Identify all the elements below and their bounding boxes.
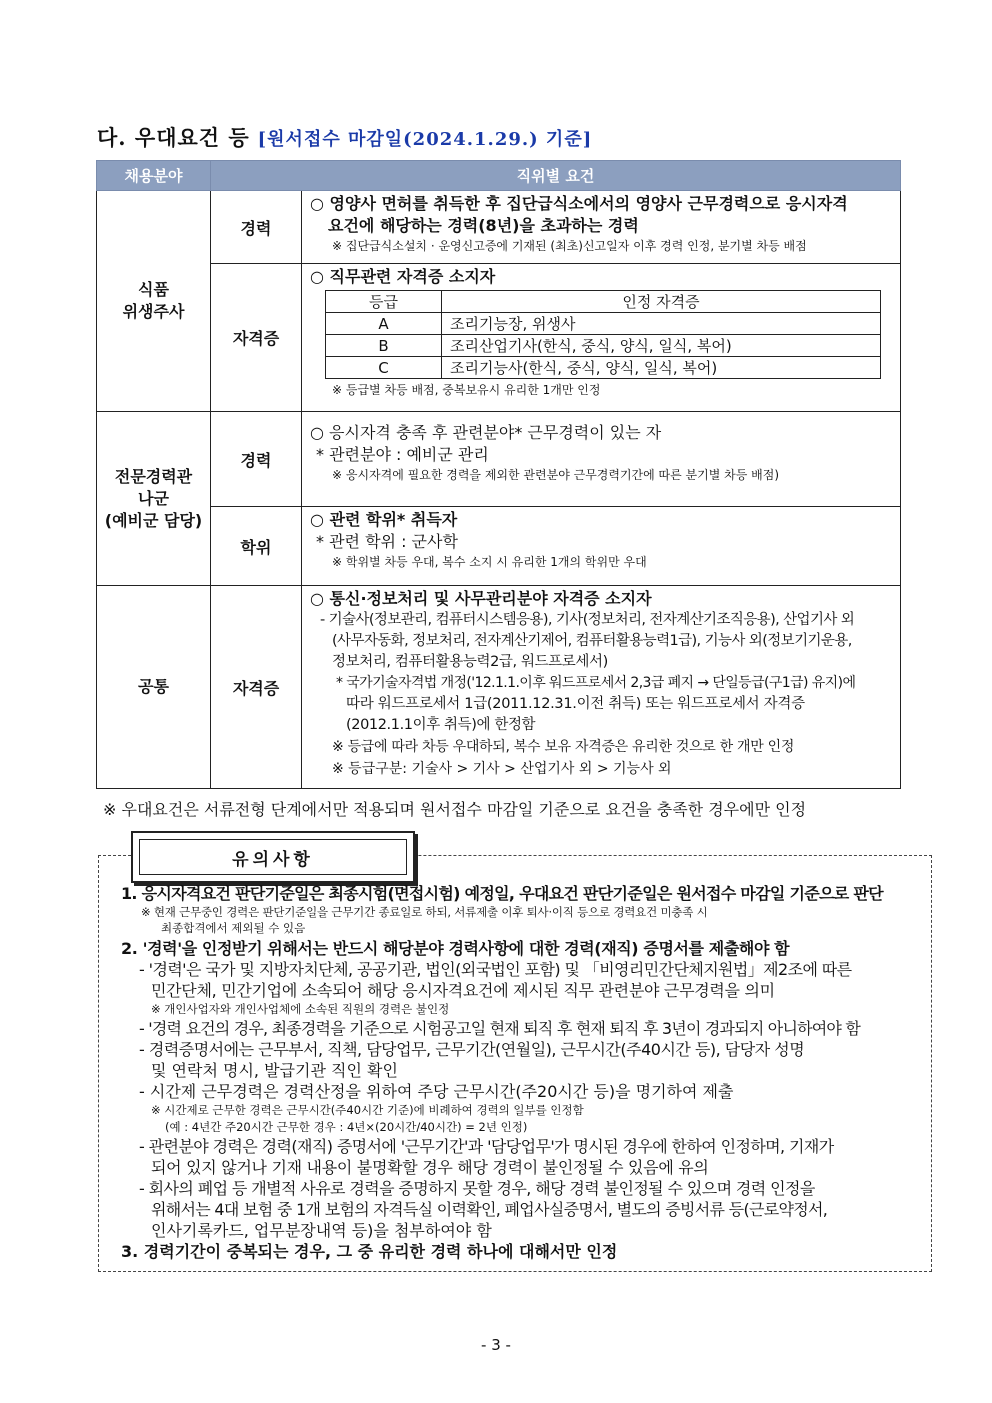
section-title <box>97 122 592 152</box>
page-number: - 3 - <box>481 1336 511 1354</box>
subfield-certificate: 자격증 <box>211 586 302 789</box>
table-row <box>97 412 901 507</box>
preference-requirements-table <box>96 160 901 789</box>
section-title-main: 다. 우대요건 등 <box>97 125 250 150</box>
reserve-degree-content: ○ 관련 학위* 취득자 * 관련 학위 : 군사학 ※ 학위별 차등 우대, 복수 소지 시 유리한 1개의 학위만 우대 <box>302 507 901 586</box>
food-cert-content: ○ 직무관련 자격증 소지자 등급 인정 자격증 A 조리기능장, 위생사 B 조리산업기사(한식, 중식, 양식, 일식, 복어) C 조리기능사(한식, 중식, 양식, 일식, 복어) ※ 등급별 차등 배점, 중복보유시 유리한 1개만 인정 <box>302 264 901 412</box>
notice-item-1: 1. 응시자격요건 판단기준일은 최종시험(면접시험) 예정일, 우대요건 판단기준일은 원서접수 마감일 기준으로 판단 <box>121 884 883 903</box>
grade-row: B 조리산업기사(한식, 중식, 양식, 일식, 복어) <box>326 335 881 357</box>
grade-row: A 조리기능장, 위생사 <box>326 313 881 335</box>
field-common: 공통 <box>97 586 211 789</box>
notice-item-2: 2. '경력'을 인정받기 위해서는 반드시 해당분야 경력사항에 대한 경력(재직) 증명서를 제출해야 함 <box>121 939 790 958</box>
table-row <box>97 264 901 412</box>
food-career-content: ○ 영양사 면허를 취득한 후 집단급식소에서의 영양사 근무경력으로 응시자격 요건에 해당하는 경력(8년)을 초과하는 경력 ※ 집단급식소설치 · 운영신고증에 기재된 (최초)신고일자 이후 경력 인정, 분기별 차등 배점 <box>302 191 901 264</box>
section-title-reference-date: [원서접수 마감일(2024.1.29.) 기준] <box>257 129 593 150</box>
field-food-hygiene: 식품 위생주사 <box>97 191 211 412</box>
header-requirements: 직위별 요건 <box>211 161 901 191</box>
certificate-grade-table: 등급 인정 자격증 A 조리기능장, 위생사 B 조리산업기사(한식, 중식, 양식, 일식, 복어) C 조리기능사(한식, 중식, 양식, 일식, 복어) <box>325 290 881 379</box>
preference-footnote: ※ 우대요건은 서류전형 단계에서만 적용되며 원서접수 마감일 기준으로 요건을 충족한 경우에만 인정 <box>103 800 807 819</box>
table-header-row <box>97 161 901 191</box>
subfield-degree: 학위 <box>211 507 302 586</box>
table-row <box>97 191 901 264</box>
table-row <box>97 507 901 586</box>
reserve-career-content: ○ 응시자격 충족 후 관련분야* 근무경력이 있는 자 * 관련분야 : 예비군 관리 ※ 응시자격에 필요한 경력을 제외한 관련분야 근무경력기간에 따른 분기별 차등 배점) <box>302 412 901 507</box>
notice-body: 1. 응시자격요건 판단기준일은 최종시험(면접시험) 예정일, 우대요건 판단기준일은 원서접수 마감일 기준으로 판단 ※ 현재 근무중인 경력은 판단기준일을 근무기간 종료일로 하되, 서류제출 이후 퇴사·이직 등으로 경력요건 미충족 시 최종합격에서 제외될 수 있음 2. '경력'을 인정받기 위해서는 반드시 해당분야 경력사항에 대한 경력(재직) 증명서를 제출해야 함 - '경력'은 국가 및 지방자치단체, 공공기관, 법인(외국법인 포함) 및 「비영리민간단체지원법」제2조에 따른 민간단체, 민간기업에 소속되어 해당 응시자격요건에 제시된 직무 관련분야 근무경력을 의미 ※ 개인사업자와 개인사업체에 소속된 직원의 경력은 불인정 - '경력 요건의 경우, 최종경력을 기준으로 시험공고일 현재 퇴직 후 현재 퇴직 후 3년이 경과되지 아니하여야 함 - 경력증명서에는 근무부서, 직책, 담당업무, 근무기간(연월일), 근무시간(주40시간 등), 담당자 성명 및 연락처 명시, 발급기관 직인 확인 - 시간제 근무경력은 경력산정을 위하여 주당 근무시간(주20시간 등)을 명기하여 제출 ※ 시간제로 근무한 경력은 근무시간(주40시간 기준)에 비례하여 경력의 일부를 인정함 (예 : 4년간 주20시간 근무한 경우 : 4년×(20시간/40시간) = 2년 인정) - 관련분야 경력은 경력(재직) 증명서에 '근무기간'과 '담당업무'가 명시된 경우에 한하여 인정하며, 기재가 되어 있지 않거나 기재 내용이 불명확할 경우 해당 경력이 불인정될 수 있음에 유의 - 회사의 폐업 등 개별적 사유로 경력을 증명하지 못할 경우, 해당 경력 불인정될 수 있으며 경력 인정을 위해서는 4대 보험 중 1개 보험의 자격득실 이력확인, 폐업사실증명서, 별도의 증빙서류 등(근로약정서, 인사기록카드, 업무분장내역 등)을 첨부하여야 함 3. 경력기간이 중복되는 경우, 그 중 유리한 경력 하나에 대해서만 인정 <box>121 883 921 1262</box>
notice-title-tab <box>131 831 415 883</box>
notice-title: 유의사항 <box>139 839 407 875</box>
subfield-career: 경력 <box>211 412 302 507</box>
header-field: 채용분야 <box>97 161 211 191</box>
common-cert-content: ○ 통신·정보처리 및 사무관리분야 자격증 소지자 - 기술사(정보관리, 컴퓨터시스템응용), 기사(정보처리, 전자계산기조직응용), 산업기사 외 (사무자동화, 정보처리, 전자계산기제어, 컴퓨터활용능력1급), 기능사 외(정보기기운용, 정보처리, 컴퓨터활용능력2급, 워드프로세서) * 국가기술자격법 개정('12.1.1.이후 워드프로세서 2,3급 폐지 → 단일등급(구1급) 유지)에 따라 워드프로세서 1급(2011.12.31.이전 취득) 또는 워드프로세서 자격증 (2012.1.1이후 취득)에 한정함 ※ 등급에 따라 차등 우대하되, 복수 보유 자격증은 유리한 것으로 한 개만 인정 ※ 등급구분: 기술사 > 기사 > 산업기사 외 > 기능사 외 <box>302 586 901 789</box>
field-reserve-forces: 전문경력관 나군 (예비군 담당) <box>97 412 211 586</box>
subfield-career: 경력 <box>211 191 302 264</box>
grade-row: C 조리기능사(한식, 중식, 양식, 일식, 복어) <box>326 357 881 379</box>
subfield-certificate: 자격증 <box>211 264 302 412</box>
table-row <box>97 586 901 789</box>
notice-item-3: 3. 경력기간이 중복되는 경우, 그 중 유리한 경력 하나에 대해서만 인정 <box>121 1242 618 1261</box>
